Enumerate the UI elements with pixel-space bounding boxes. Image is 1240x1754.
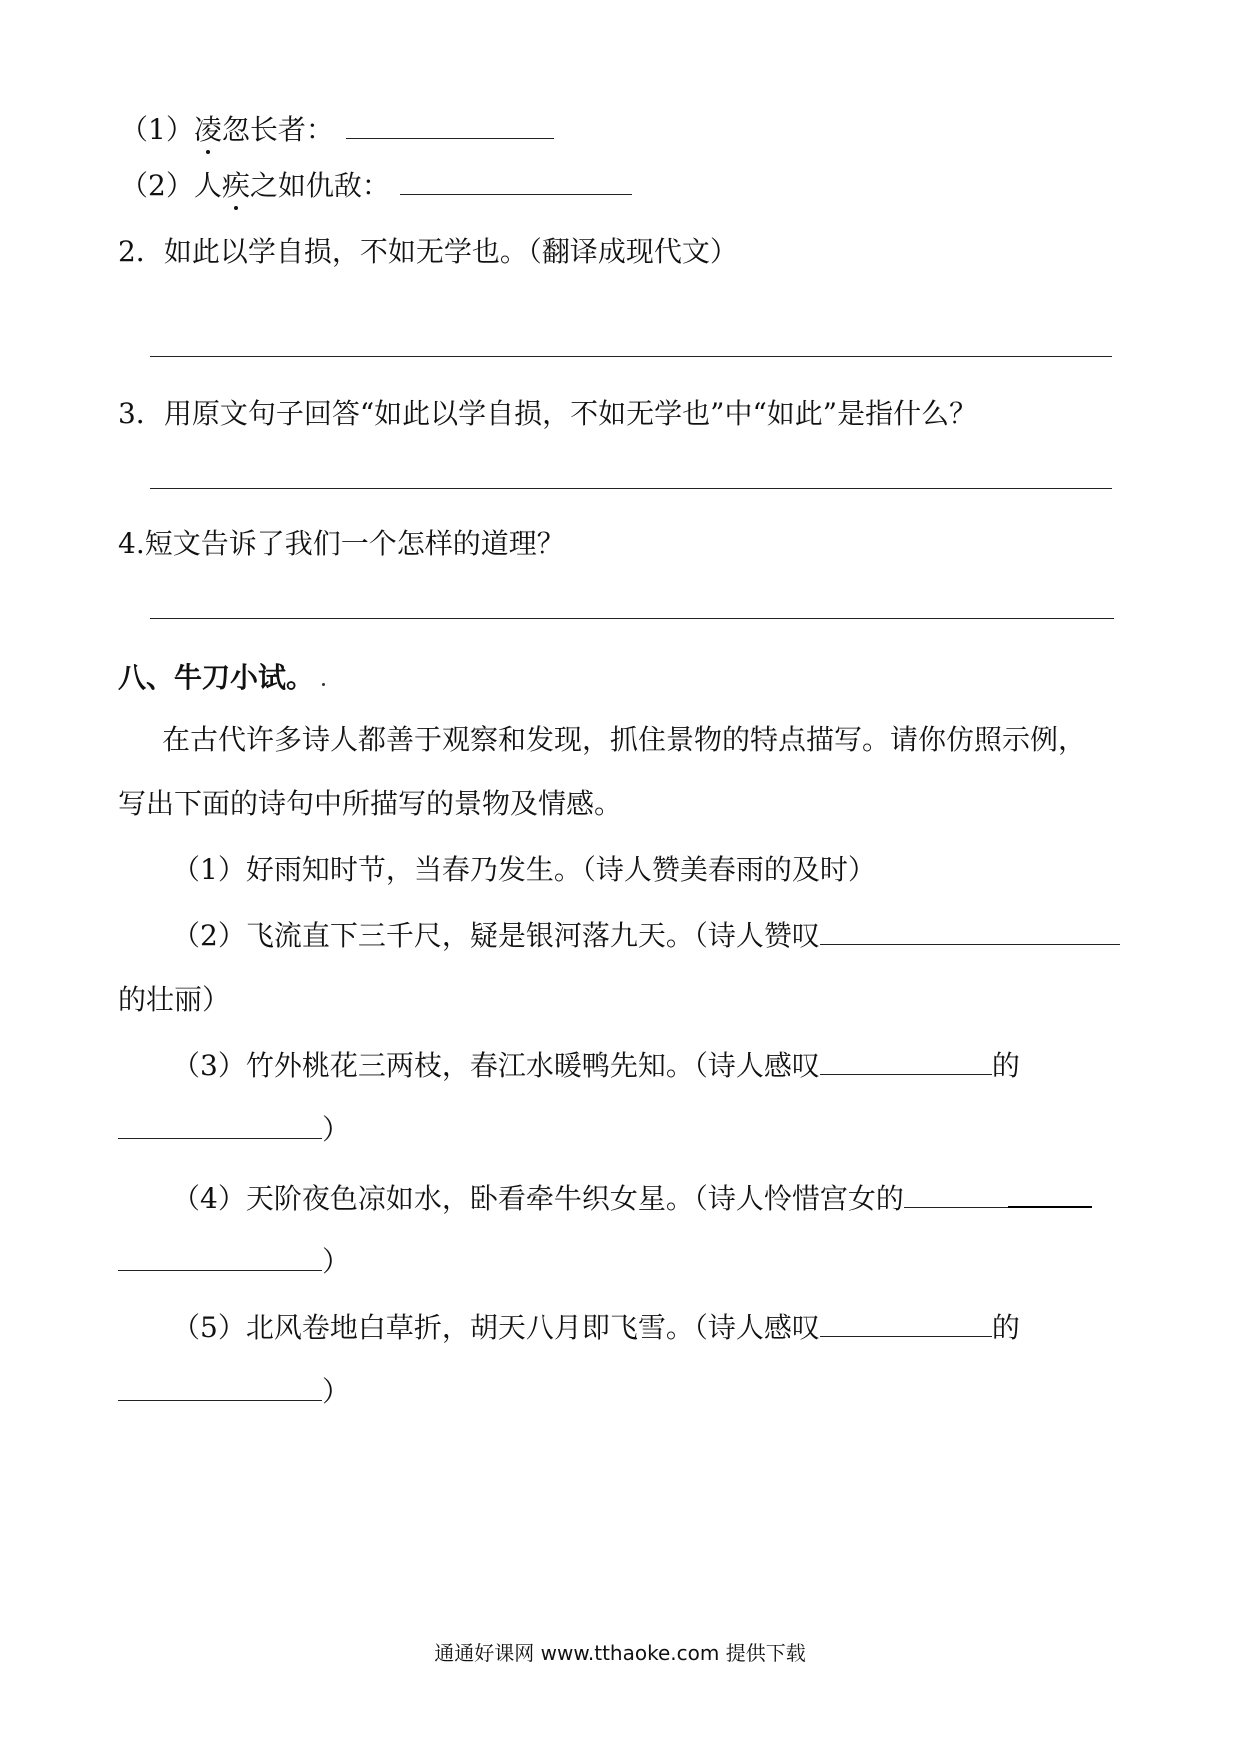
q1-item-1-prefix: （1） — [120, 113, 194, 146]
poem-item-4-close: ） — [322, 1245, 351, 1278]
poem-item-5-blank-2[interactable] — [118, 1374, 322, 1401]
poem-item-2-text: （2）飞流直下三千尺，疑是银河落九天。（诗人赞叹 — [172, 919, 820, 952]
poem-item-3-close: ） — [322, 1113, 351, 1146]
question-4: 4.短文告诉了我们一个怎样的道理？ — [118, 527, 565, 560]
q1-item-2-rest: 之如仇敌： — [249, 169, 390, 202]
poem-item-4-text: （4）天阶夜色凉如水，卧看牵牛织女星。（诗人怜惜宫女的 — [172, 1182, 904, 1215]
q1-item-2-answer-blank[interactable] — [400, 168, 632, 195]
page-footer: 通通好课网 www.tthaoke.com 提供下载 — [434, 1641, 806, 1665]
poem-item-5 — [172, 1310, 1020, 1346]
stray-dot — [322, 683, 325, 686]
poem-item-5-line-2 — [118, 1374, 350, 1410]
q1-item-1-answer-blank[interactable] — [346, 112, 554, 139]
q1-item-2 — [120, 168, 632, 204]
poem-item-4-line-2 — [118, 1244, 350, 1280]
q1-item-1-rest: 忽长者： — [221, 113, 334, 146]
poem-item-5-de: 的 — [991, 1311, 1020, 1344]
q1-item-2-dotted-char: 疾 — [221, 169, 250, 202]
poem-item-5-close: ） — [322, 1375, 351, 1408]
poem-item-3-blank-1[interactable] — [820, 1048, 992, 1075]
q1-item-2-prefix: （2）人 — [120, 169, 222, 202]
poem-item-5-blank-1[interactable] — [820, 1310, 992, 1337]
poem-item-2 — [172, 918, 1120, 954]
q1-item-1-dotted-char: 凌 — [193, 113, 222, 146]
poem-item-5-text: （5）北风卷地白草折，胡天八月即飞雪。（诗人感叹 — [172, 1311, 820, 1344]
section-8-title: 八、牛刀小试。 — [118, 661, 315, 694]
poem-item-2-end: 的壮丽） — [118, 983, 231, 1016]
question-3-answer-line[interactable] — [150, 488, 1112, 489]
poem-item-4-blank-2[interactable] — [118, 1244, 322, 1271]
poem-item-3-de: 的 — [991, 1049, 1020, 1082]
q1-item-1 — [120, 112, 554, 148]
poem-item-3-text: （3）竹外桃花三两枝，春江水暖鸭先知。（诗人感叹 — [172, 1049, 820, 1082]
poem-item-2-blank[interactable] — [820, 918, 1120, 945]
poem-item-4-blank-1b[interactable] — [1008, 1180, 1092, 1208]
poem-item-4 — [172, 1180, 1092, 1216]
question-2-answer-line[interactable] — [150, 356, 1112, 357]
question-3: 3．用原文句子回答“如此以学自损，不如无学也”中“如此”是指什么？ — [118, 397, 978, 430]
poem-item-3 — [172, 1048, 1020, 1084]
section-8-intro-line-1: 在古代许多诗人都善于观察和发现，抓住景物的特点描写。请你仿照示例， — [162, 723, 1087, 756]
poem-item-3-blank-2[interactable] — [118, 1112, 322, 1139]
section-8-intro-line-2: 写出下面的诗句中所描写的景物及情感。 — [118, 787, 623, 820]
poem-item-4-blank-1a[interactable] — [904, 1181, 1008, 1208]
poem-item-1: （1）好雨知时节，当春乃发生。（诗人赞美春雨的及时） — [172, 853, 876, 886]
question-2: 2．如此以学自损，不如无学也。（翻译成现代文） — [118, 235, 738, 268]
poem-item-3-line-2 — [118, 1112, 350, 1148]
question-4-answer-line[interactable] — [150, 618, 1114, 619]
